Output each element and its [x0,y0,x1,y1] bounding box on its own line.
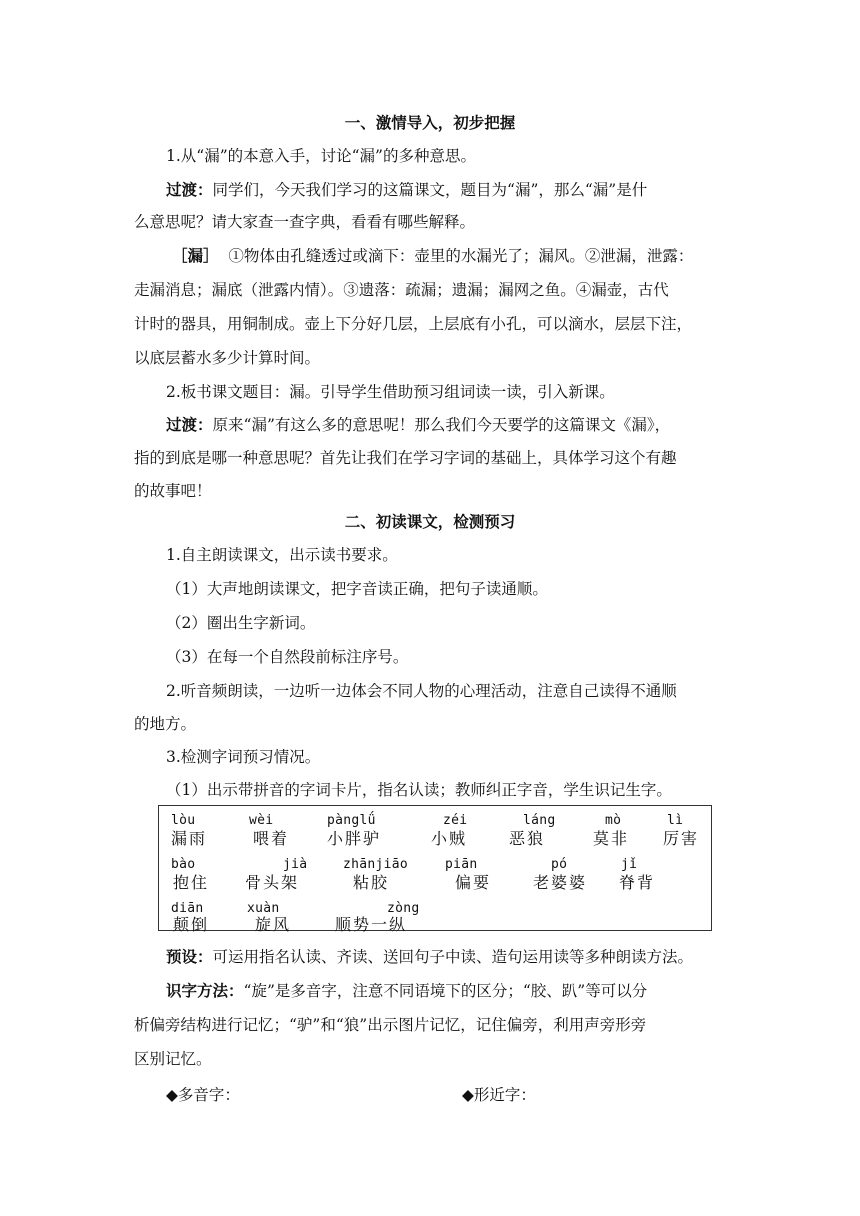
preset-text: 可运用指名认读、齐读、送回句子中读、造句运用读等多种朗读方法。 [212,948,694,966]
vocab-word: 偏要 [455,873,492,892]
paragraph-read-step-1: 1.自主朗读课文，出示读书要求。 [166,546,398,564]
method-paragraph [166,980,647,1002]
pinyin: lì [667,813,684,828]
pinyin: zòng [387,901,420,916]
card-intro: （1）出示带拼音的字词卡片，指名认读；教师纠正字音，学生识记生字。 [166,781,672,799]
requirement-2: （2）圈出生字新词。 [166,614,316,632]
vocab-word: 旋风 [255,915,292,934]
pinyin: bào [171,857,196,872]
pinyin: lòu [171,813,196,828]
paragraph-read-step-2: 2.听音频朗读，一边听一边体会不同人物的心理活动，注意自己读得不通顺 [166,682,677,700]
definition-label: ［漏］ [172,246,219,265]
requirement-3: （3）在每一个自然段前标注序号。 [166,648,409,666]
vocab-word: 漏雨 [171,829,208,848]
pinyin: láng [523,813,556,828]
pinyin: zhānjiāo [343,857,409,872]
vocab-word: 莫非 [593,829,630,848]
vocab-word: 颠倒 [173,915,210,934]
pinyin: diān [171,901,204,916]
vocab-word: 抱住 [173,873,210,892]
transition-paragraph-1-cont: 么意思呢？请大家查一查字典，看看有哪些解释。 [134,213,476,231]
transition-text: 原来“漏”有这么多的意思呢！那么我们今天要学的这篇课文《漏》， [212,416,671,434]
vocab-word: 小贼 [431,829,468,848]
vocab-word: 老婆婆 [533,873,588,892]
paragraph-read-step-3: 3.检测字词预习情况。 [166,748,321,766]
paragraph-step-1: 1.从“漏”的本意入手，讨论“漏”的多种意思。 [166,147,476,165]
vocab-word: 脊背 [619,873,656,892]
vocab-word: 恶狼 [509,829,546,848]
vocab-word: 喂着 [253,829,290,848]
vocab-word: 粘胶 [353,873,390,892]
pinyin: piān [445,857,478,872]
section-heading-1: 一、激情导入，初步把握 [344,113,516,132]
definition-text: ①物体由孔缝透过或滴下：壶里的水漏光了；漏风。②泄漏，泄露： [228,247,694,265]
vocab-word: 顺势一纵 [335,915,408,934]
polyphone-label: ◆多音字： [166,1086,240,1104]
method-line-3: 区别记忆。 [134,1050,212,1068]
pinyin: mò [605,813,622,828]
similar-char-label: ◆形近字： [462,1086,536,1104]
preset-paragraph [166,946,693,968]
vocabulary-card-box [158,805,712,934]
vocab-word: 骨头架 [245,873,300,892]
paragraph-step-2: 2.板书课文题目：漏。引导学生借助预习组词读一读，引入新课。 [166,383,615,401]
definition-line-4: 以底层蓄水多少计算时间。 [134,349,321,367]
pinyin: jǐ [621,857,638,872]
transition-label: 过渡： [166,415,213,434]
transition-label: 过渡： [166,180,213,199]
definition-line-3: 计时的器具，用铜制成。壶上下分好几层，上层底有小孔，可以滴水，层层下注， [134,315,693,333]
pinyin: wèi [249,813,274,828]
transition-paragraph-1 [166,179,647,201]
transition-text: 同学们，今天我们学习的这篇课文，题目为“漏”，那么“漏”是什 [212,181,648,199]
pinyin: xuàn [247,901,280,916]
transition-paragraph-2-line-3: 的故事吧！ [134,482,212,500]
transition-paragraph-2 [166,414,670,436]
method-line-2: 析偏旁结构进行记忆；“驴”和“狼”出示图片记忆，记住偏旁，利用声旁形旁 [134,1016,647,1034]
transition-paragraph-2-line-2: 指的到底是哪一种意思呢？首先让我们在学习字词的基础上，具体学习这个有趣 [134,449,677,467]
method-label: 识字方法： [166,981,244,1000]
pinyin: zéi [443,813,468,828]
definition-paragraph [172,245,693,267]
vocab-word: 厉害 [663,829,700,848]
pinyin: jià [283,857,308,872]
pinyin: pànglǘ [327,813,376,828]
preset-label: 预设： [166,947,213,966]
vocab-word: 小胖驴 [327,829,382,848]
definition-line-2: 走漏消息；漏底（泄露内情）。③遗落：疏漏；遗漏；漏网之鱼。④漏壶，古代 [134,281,669,299]
pinyin: pó [551,857,568,872]
method-text: “旋”是多音字，注意不同语境下的区分；“胶、趴”等可以分 [243,982,648,1000]
paragraph-read-step-2-cont: 的地方。 [134,715,197,733]
requirement-1: （1）大声地朗读课文，把字音读正确，把句子读通顺。 [166,580,548,598]
section-heading-2: 二、初读课文，检测预习 [344,512,516,531]
